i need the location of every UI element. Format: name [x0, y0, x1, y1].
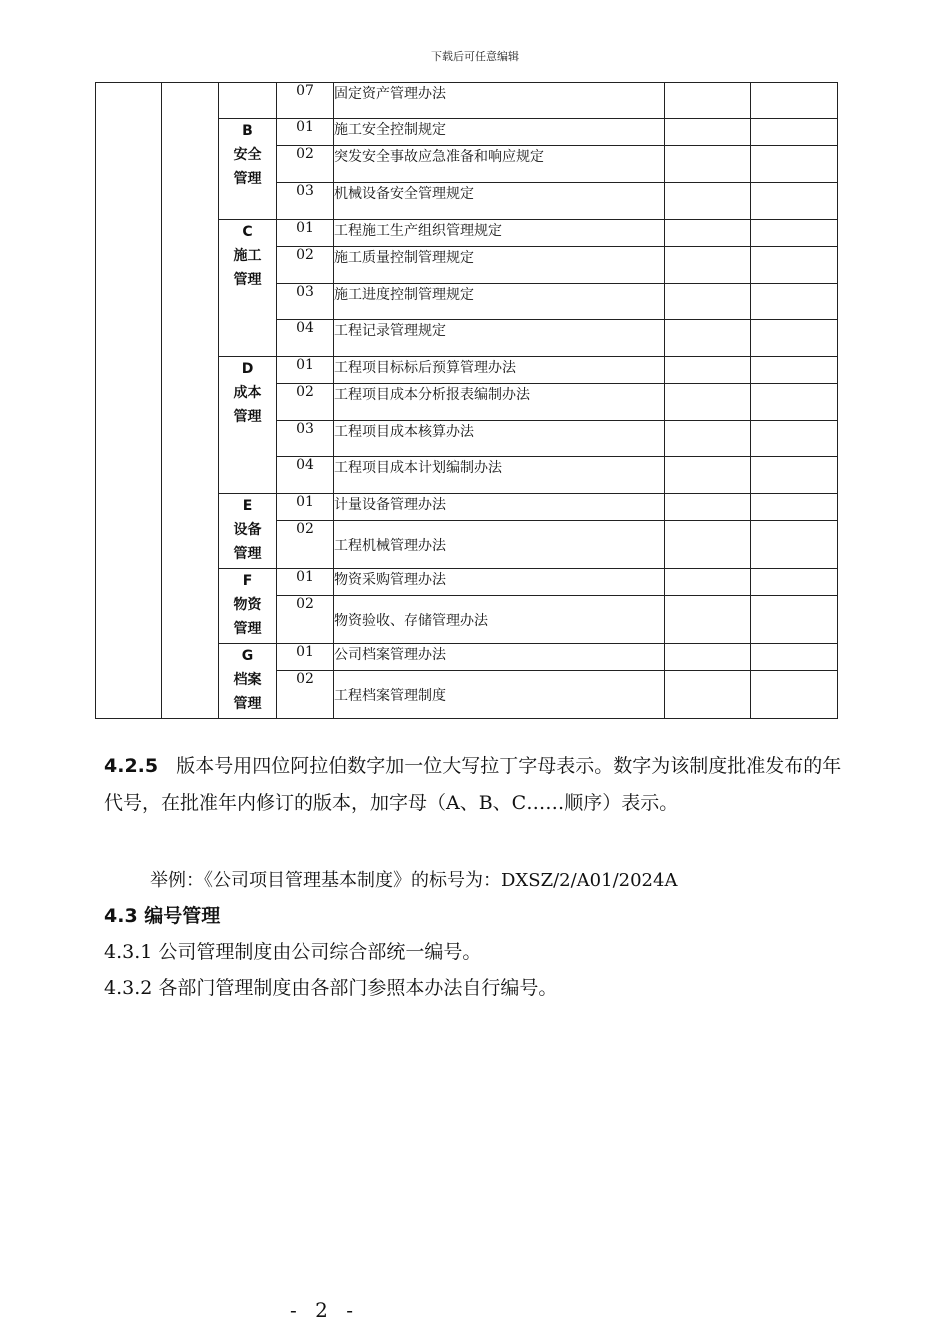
table-cell-empty: [665, 644, 751, 671]
table-cell-empty: [665, 457, 751, 494]
table-cell-empty: [751, 671, 838, 719]
table-cell-empty: [751, 146, 838, 183]
table-cell-empty: [665, 357, 751, 384]
section-text: 版本号用四位阿拉伯数字加一位大写拉丁字母表示。数字为该制度批准发布的年代号，在批准年内修订的版本，加字母（A、B、C……顺序）表示。: [104, 755, 842, 814]
regulation-table: [95, 82, 838, 719]
item-code: 02: [277, 146, 334, 183]
item-name: 工程记录管理规定: [334, 320, 665, 357]
table-cell-empty: [751, 596, 838, 644]
item-code: 04: [277, 457, 334, 494]
table-cell-empty: [665, 521, 751, 569]
table-cell-empty: [751, 384, 838, 421]
item-name: 工程项目成本核算办法: [334, 421, 665, 457]
table-cell-empty: [665, 671, 751, 719]
section-number: 4.2.5: [104, 755, 159, 777]
table-cell-empty: [665, 183, 751, 220]
item-name: 机械设备安全管理规定: [334, 183, 665, 220]
section-4-3-1: 4.3.1 公司管理制度由公司综合部统一编号。: [104, 941, 482, 963]
table-cell-empty: [665, 220, 751, 247]
table-cell-empty: [751, 119, 838, 146]
item-name: 工程项目标标后预算管理办法: [334, 357, 665, 384]
section-4-2-5: [104, 748, 849, 822]
table-blank-column-1: [96, 83, 162, 719]
table-cell-empty: [751, 247, 838, 284]
item-code: 01: [277, 119, 334, 146]
item-name: 工程项目成本计划编制办法: [334, 457, 665, 494]
item-name: 突发安全事故应急准备和响应规定: [334, 146, 665, 183]
item-code: 02: [277, 521, 334, 569]
item-code: 02: [277, 247, 334, 284]
item-name: 公司档案管理办法: [334, 644, 665, 671]
section-4-3-heading: [104, 901, 220, 928]
table-cell-empty: [751, 569, 838, 596]
table-cell-empty: [665, 119, 751, 146]
item-code: 01: [277, 494, 334, 521]
table-cell-empty: [751, 320, 838, 357]
category-f: F 物资 管理: [219, 569, 277, 644]
table-cell-empty: [751, 220, 838, 247]
item-code: 01: [277, 644, 334, 671]
category-c: C 施工 管理: [219, 220, 277, 357]
table-cell-empty: [665, 569, 751, 596]
item-name: 固定资产管理办法: [334, 83, 665, 119]
item-code: 01: [277, 569, 334, 596]
section-4-3-2: 4.3.2 各部门管理制度由各部门参照本办法自行编号。: [104, 977, 558, 999]
item-code: 02: [277, 384, 334, 421]
table-cell-empty: [665, 384, 751, 421]
table-cell-empty: [665, 146, 751, 183]
table-cell-empty: [751, 284, 838, 320]
category-e: E 设备 管理: [219, 494, 277, 569]
table-cell-empty: [751, 421, 838, 457]
item-name: 物资验收、存储管理办法: [334, 596, 665, 644]
item-code: 02: [277, 596, 334, 644]
table-cell-empty: [751, 83, 838, 119]
table-cell-empty: [665, 320, 751, 357]
table-cell-empty: [665, 596, 751, 644]
table-cell-empty: [751, 457, 838, 494]
item-name: 工程施工生产组织管理规定: [334, 220, 665, 247]
item-name: 物资采购管理办法: [334, 569, 665, 596]
item-name: 施工进度控制管理规定: [334, 284, 665, 320]
item-code: 02: [277, 671, 334, 719]
table-cell-empty: [751, 494, 838, 521]
table-cell-empty: [665, 494, 751, 521]
item-code: 07: [277, 83, 334, 119]
item-name: 施工安全控制规定: [334, 119, 665, 146]
section-title: 编号管理: [144, 905, 221, 927]
category-g: G 档案 管理: [219, 644, 277, 719]
item-name: 工程档案管理制度: [334, 671, 665, 719]
table-cell-empty: [751, 183, 838, 220]
item-name: 计量设备管理办法: [334, 494, 665, 521]
section-number: 4.3: [104, 905, 138, 927]
table-cell-empty: [665, 284, 751, 320]
item-name: 工程机械管理办法: [334, 521, 665, 569]
item-name: 施工质量控制管理规定: [334, 247, 665, 284]
item-name: 工程项目成本分析报表编制办法: [334, 384, 665, 421]
table-blank-column-2: [162, 83, 219, 719]
item-code: 04: [277, 320, 334, 357]
page-number: - 2 -: [290, 1298, 359, 1322]
table-cell-empty: [665, 83, 751, 119]
page-header: 下载后可任意编辑: [431, 50, 519, 63]
table-cell-empty: [751, 357, 838, 384]
item-code: 01: [277, 220, 334, 247]
table-cell-empty: [751, 644, 838, 671]
category-cell-continued: [219, 83, 277, 119]
category-b: B 安全 管理: [219, 119, 277, 220]
item-code: 03: [277, 421, 334, 457]
table-cell-empty: [665, 421, 751, 457]
item-code: 03: [277, 284, 334, 320]
table-cell-empty: [665, 247, 751, 284]
category-d: D 成本 管理: [219, 357, 277, 494]
table-cell-empty: [751, 521, 838, 569]
item-code: 03: [277, 183, 334, 220]
example-line: 举例：《公司项目管理基本制度》的标号为：DXSZ/2/A01/2024A: [150, 870, 678, 891]
item-code: 01: [277, 357, 334, 384]
